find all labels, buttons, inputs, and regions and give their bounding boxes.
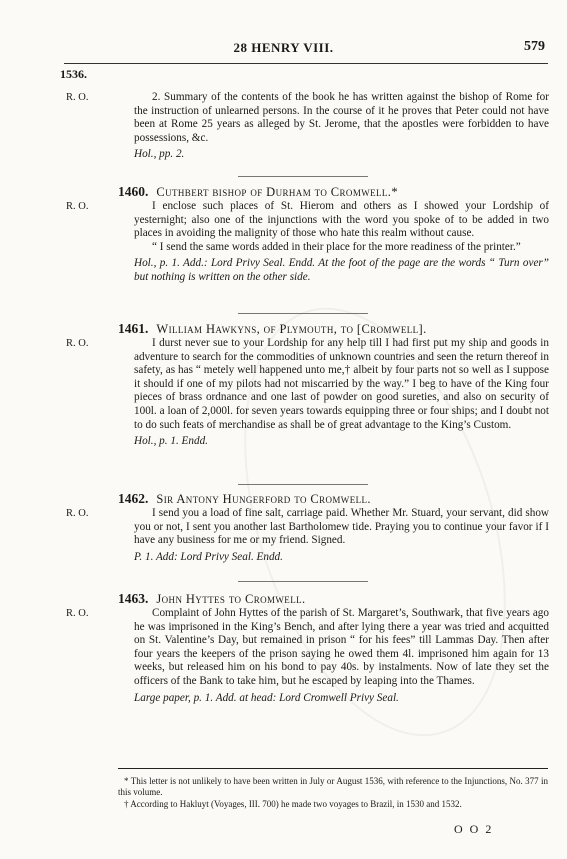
entry-heading-1463 (118, 591, 548, 607)
entry-heading-1460 (118, 184, 548, 200)
footnote-rule (118, 768, 548, 769)
header-rule (64, 63, 548, 64)
entry-title: William Hawkyns, of Plymouth, to [Cromwell]. (156, 322, 427, 336)
entry-source: Hol., p. 1. Endd. (134, 435, 208, 448)
entry-1462-body (134, 507, 549, 564)
entry-title: Sir Antony Hungerford to Cromwell. (156, 492, 371, 506)
page-number: 579 (524, 39, 545, 54)
margin-reference: R. O. (66, 338, 89, 349)
entry-source: Hol., pp. 2. (134, 148, 185, 161)
section-divider (238, 484, 368, 485)
entry-paragraph: Complaint of John Hyttes of the parish of St. Margaret’s, Southwark, that five years ago he was imprisoned in the King’s Bench, and after lying there a year was tried and acquitted on St. Valentine’s Day, but remained in prison “ for his fees” till Lammas Day. Then after four years the keepers of the prison saying he owed them 4l. imprisoned him again for 13 weeks, but released him on his bond to pay 40s. by instalments. Now of late they set the officers of the Bank to take him, but he escaped by leaping into the Thames. (134, 607, 549, 687)
running-head (0, 40, 567, 56)
entry-title: John Hyttes to Cromwell. (156, 592, 306, 606)
margin-reference: R. O. (66, 508, 89, 519)
footnote: † According to Hakluyt (Voyages, III. 700) he made two voyages to Brazil, in 1530 and 1532. (124, 799, 462, 809)
entry-title: Cuthbert bishop of Durham to Cromwell.* (156, 185, 398, 199)
entry-1463-body (134, 607, 549, 705)
margin-reference: R. O. (66, 92, 89, 103)
entry-continuation-body (134, 91, 549, 162)
entry-heading-1461 (118, 321, 548, 337)
entry-heading-1462 (118, 491, 548, 507)
margin-year: 1536. (60, 67, 87, 81)
footnotes (118, 776, 548, 811)
signature-mark: O O 2 (454, 822, 494, 836)
entry-paragraph: 2. Summary of the contents of the book he has written against the bishop of Rome for the instruction of unlearned persons. In the course of it he proves that Peter could not have been at Rome 25 years as alleged by St. Jerome, that the apostles were forbidden to have possessions, &c. (134, 91, 549, 144)
footnote: * This letter is not unlikely to have been written in July or August 1536, with reference to the Injunctions, No. 377 in this volume. (118, 776, 548, 797)
entry-1461-body (134, 337, 549, 449)
margin-reference: R. O. (66, 201, 89, 212)
entry-number: 1463. (118, 591, 149, 606)
section-divider (238, 581, 368, 582)
margin-reference: R. O. (66, 608, 89, 619)
entry-source: Large paper, p. 1. Add. at head: Lord Cromwell Privy Seal. (134, 691, 399, 704)
running-title: 28 HENRY VIII. (233, 40, 334, 55)
entry-number: 1460. (118, 184, 149, 199)
entry-source: Hol., p. 1. Add.: Lord Privy Seal. Endd. At the foot of the page are the words “ Turn over” but nothing is written on the other side. (134, 257, 549, 283)
section-divider (238, 176, 368, 177)
entry-paragraph: I enclose such places of St. Hierom and others as I showed your Lordship of yesternight; also one of the injunctions with the word you spoke of to be added in two places in avoiding the malignity of those who hate this realm without cause. (134, 200, 549, 240)
entry-1460-body (134, 200, 549, 285)
entry-source: P. 1. Add: Lord Privy Seal. Endd. (134, 550, 283, 563)
entry-paragraph: I send you a load of fine salt, carriage paid. Whether Mr. Stuard, your servant, did show you or not, I sent you another last Bartholomew tide. Praying you to continue your favor if I have any business for me or my friend. Signed. (134, 507, 549, 547)
section-divider (238, 313, 368, 314)
entry-number: 1462. (118, 491, 149, 506)
entry-number: 1461. (118, 321, 149, 336)
entry-paragraph: “ I send the same words added in their place for the more readiness of the printer.” (152, 240, 521, 253)
entry-paragraph: I durst never sue to your Lordship for any help till I had first put my ship and goods in adventure to search for the commodities of unknown countries and seen the return thereof in safety, as has “ metely well happened unto me,† albeit by four parts not so well as I suppose it should if one of my pilots had not miscarried by the way.” I beg to have of the King four pieces of brass ordnance and one last of powder on good sureties, and also on security of 100l. a loan of 2,000l. for seven years towards equipping three or four ships; and I doubt not to do such feats of merchandise as shall be of great advantage to the King’s Custom. (134, 337, 549, 431)
